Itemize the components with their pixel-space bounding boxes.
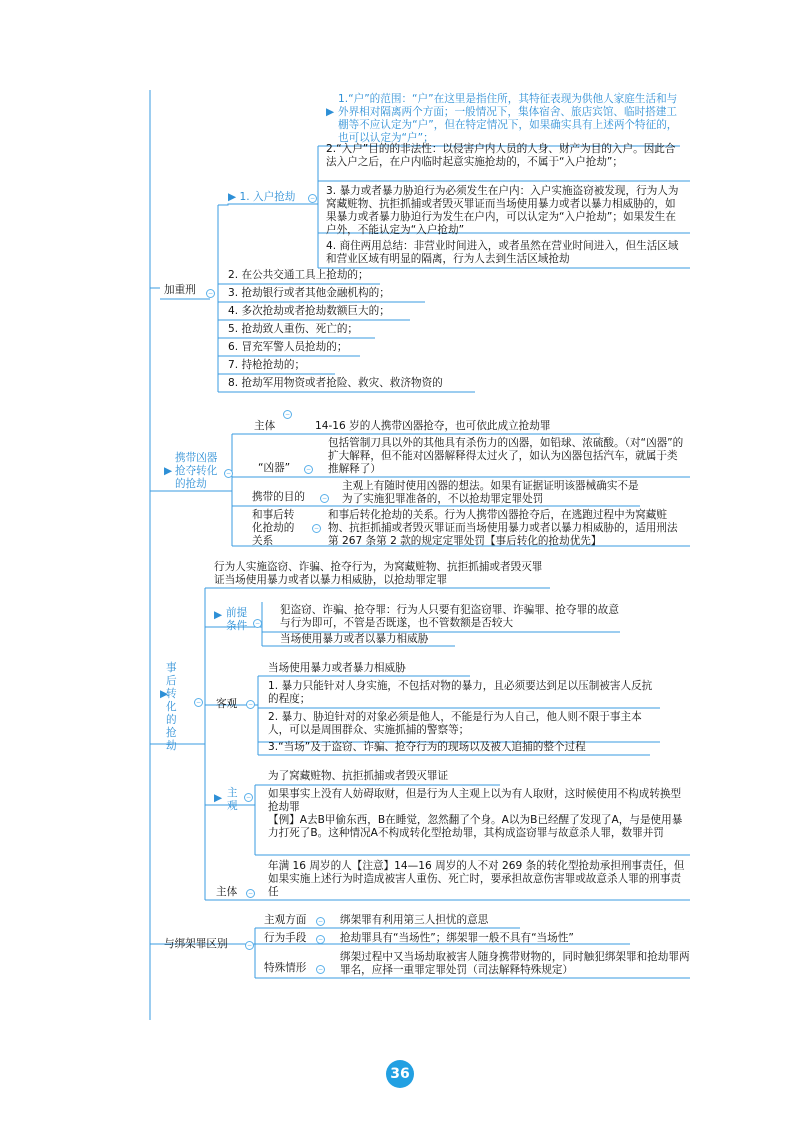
weapon-def-label: “凶器”: [258, 462, 291, 474]
branch-kidnap-label: 与绑架罪区别: [164, 938, 228, 950]
post-subjective-text-body: 如果事实上没有人妨碍取财，但是行为人主观上以为有人取财，这时候使用不构成转换型抢劫罪 【例】A去B甲偷东西，B在睡觉，忽然翻了个身。A以为B已经醒了发现了A，与是使用暴力打死了B。这种情况A不构成转化型抢劫罪，其构成盗窃罪与故意杀人罪，数罪并罚: [268, 788, 683, 839]
aggravated-item-6: 6. 冒充军警人员抢劫的；: [228, 341, 348, 353]
collapse-toggle-icon[interactable]: −: [313, 525, 320, 532]
page-number: 36: [386, 1060, 414, 1088]
aggravated-item-3: 3. 抢劫银行或者其他金融机构的；: [228, 287, 390, 299]
note-violence-inside: 3. 暴力或者暴力胁迫行为必须发生在户内：入户实施盗窃被发现，行为人为窝藏赃物、抗拒抓捕或者毁灭罪证而当场使用暴力或者以暴力相威胁的，如果暴力或者暴力胁迫行为发生在户内，可以认定为“入户抢劫”；如果发生在户外，不能认定为“入户抢劫”: [326, 185, 679, 236]
collapse-toggle-icon[interactable]: −: [321, 495, 328, 502]
collapse-toggle-icon[interactable]: −: [317, 936, 324, 943]
post-objective-label: 客观: [216, 698, 238, 710]
collapse-toggle-icon[interactable]: −: [245, 794, 252, 801]
kidnap-means-label: 行为手段: [264, 932, 307, 944]
branch-post-text: 事后转化的抢劫: [166, 662, 177, 752]
collapse-toggle-icon[interactable]: −: [317, 966, 324, 973]
weapon-relation-label: 和事后转化抢劫的关系: [252, 509, 295, 547]
kidnap-subjective-text: 绑架罪有利用第三人担忧的意思: [340, 914, 489, 926]
collapse-toggle-icon[interactable]: −: [246, 942, 253, 949]
weapon-purpose-text: 主观上有随时使用凶器的想法。如果有证据证明该器械确实不是为了实施犯罪准备的，不以抢劫罪定罪处罚: [342, 480, 639, 505]
note-mixed-use: 4. 商住两用总结：非营业时间进入，或者虽然在营业时间进入，但生活区域和营业区域有明显的隔离，行为人去到生活区域抢劫: [326, 240, 679, 265]
collapse-toggle-icon[interactable]: −: [225, 470, 232, 477]
flag-icon: ▶: [228, 191, 237, 203]
note-entry-purpose: 2.“入户”目的的非法性：以侵害户内人员的人身、财产为目的入户。因此合法入户之后，在户内临时起意实施抢劫的，不属于“入户抢劫”；: [326, 143, 676, 168]
node-entry-household: [228, 191, 295, 204]
collapse-toggle-icon[interactable]: −: [195, 699, 202, 706]
post-premise-item-1: 犯盗窃、诈骗、抢夺罪：行为人只要有犯盗窃罪、诈骗罪、抢夺罪的故意与行为即可，不管是否既遂，也不管数额是否较大: [280, 604, 619, 629]
branch-weapon-text: 携带凶器抢夺转化的抢劫: [175, 452, 218, 490]
collapse-toggle-icon[interactable]: −: [305, 466, 312, 473]
aggravated-item-7: 7. 持枪抢劫的；: [228, 359, 306, 371]
post-subjective-head: 为了窝藏赃物、抗拒抓捕或者毁灭罪证: [268, 770, 449, 782]
aggravated-item-5: 5. 抢劫致人重伤、死亡的；: [228, 323, 359, 335]
note-household-scope-text: 1.“户”的范围：“户”在这里是指住所，其特征表现为供他人家庭生活和与外界相对隔离两个方面；一般情况下，集体宿舍、旅店宾馆、临时搭建工棚等不应认定为“户”，但在特定情况下，如果确实具有上述两个特征的，也可以认定为“户”；: [338, 93, 678, 144]
collapse-toggle-icon[interactable]: −: [309, 195, 316, 202]
post-subjective-text: 主观: [227, 787, 238, 812]
collapse-toggle-icon[interactable]: −: [284, 411, 291, 418]
flag-icon: ▶: [214, 609, 223, 621]
aggravated-item-4: 4. 多次抢劫或者抢劫数额巨大的；: [228, 305, 390, 317]
kidnap-subjective-label: 主观方面: [264, 914, 307, 926]
post-subject-label: 主体: [216, 886, 238, 898]
branch-aggravated-label: 加重刑: [164, 284, 196, 296]
branch-weapon-label: [164, 452, 226, 491]
kidnap-means-text: 抢劫罪具有“当场性”；绑架罪一般不具有“当场性”: [340, 932, 574, 944]
weapon-subject-label: 主体: [254, 420, 276, 432]
flag-icon: ▶: [326, 106, 335, 118]
aggravated-item-8: 8. 抢劫军用物资或者抢险、救灾、救济物资的: [228, 377, 443, 389]
collapse-toggle-icon[interactable]: −: [254, 620, 261, 627]
post-premise-item-2: 当场使用暴力或者以暴力相威胁: [280, 633, 429, 645]
post-premise-text: 前提条件: [226, 607, 248, 632]
collapse-toggle-icon[interactable]: −: [247, 890, 254, 897]
post-objective-head: 当场使用暴力或者暴力相威胁: [268, 662, 406, 674]
collapse-toggle-icon[interactable]: −: [207, 290, 214, 297]
aggravated-item-2: 2. 在公共交通工具上抢劫的；: [228, 269, 369, 281]
post-intro: 行为人实施盗窃、诈骗、抢夺行为，为窝藏赃物、抗拒抓捕或者毁灭罪证当场使用暴力或者以暴力相威胁，以抢劫罪定罪: [214, 561, 543, 586]
weapon-def-text: 包括管制刀具以外的其他具有杀伤力的凶器，如铅球、浓硫酸。（对“凶器”的扩大解释，但不能对凶器解释得太过火了，如认为凶器包括汽车，就属于类推解释了）: [328, 437, 684, 475]
post-subjective-label: [214, 787, 244, 813]
post-premise-label: [214, 607, 254, 633]
branch-post-label: [166, 662, 186, 753]
flag-icon: ▶: [214, 792, 223, 804]
weapon-subject-text: 14-16 岁的人携带凶器抢夺，也可依此成立抢劫罪: [315, 420, 551, 432]
post-objective-item-3: 3.“当场”及于盗窃、诈骗、抢夺行为的现场以及被人追捕的整个过程: [268, 741, 586, 753]
node-entry-household-label: 1. 入户抢劫: [239, 191, 296, 203]
post-objective-item-1: 1. 暴力只能针对人身实施，不包括对物的暴力，且必须要达到足以压制被害人反抗的程度；: [268, 680, 653, 705]
weapon-purpose-label: 携带的目的: [252, 491, 305, 503]
collapse-toggle-icon[interactable]: −: [247, 701, 254, 708]
flag-icon: ▶: [160, 688, 169, 700]
flag-icon: ▶: [164, 465, 173, 477]
collapse-toggle-icon[interactable]: −: [317, 918, 324, 925]
kidnap-special-label: 特殊情形: [264, 962, 307, 974]
post-subject-text: 年满 16 周岁的人【注意】14—16 周岁的人不对 269 条的转化型抢劫承担刑事责任，但如果实施上述行为时造成被害人重伤、死亡时，要承担故意伤害罪或故意杀人罪的刑事责任: [268, 860, 685, 898]
post-objective-item-2: 2. 暴力、胁迫针对的对象必须是他人，不能是行为人自己，他人则不限于事主本人，可以是周围群众、实施抓捕的警察等；: [268, 711, 642, 736]
weapon-relation-text: 和事后转化抢劫的关系。行为人携带凶器抢夺后，在逃跑过程中为窝藏赃物、抗拒抓捕或者毁灭罪证而当场使用暴力或者以暴力相威胁的，适用刑法第 267 条第 2 款的规定定罪处罚【事后转化的抢劫优先】: [328, 509, 678, 547]
note-household-scope: [326, 93, 684, 145]
kidnap-special-text: 绑架过程中又当场劫取被害人随身携带财物的，同时触犯绑架罪和抢劫罪两罪名，应择一重罪定罪处罚（司法解释特殊规定）: [340, 951, 690, 976]
